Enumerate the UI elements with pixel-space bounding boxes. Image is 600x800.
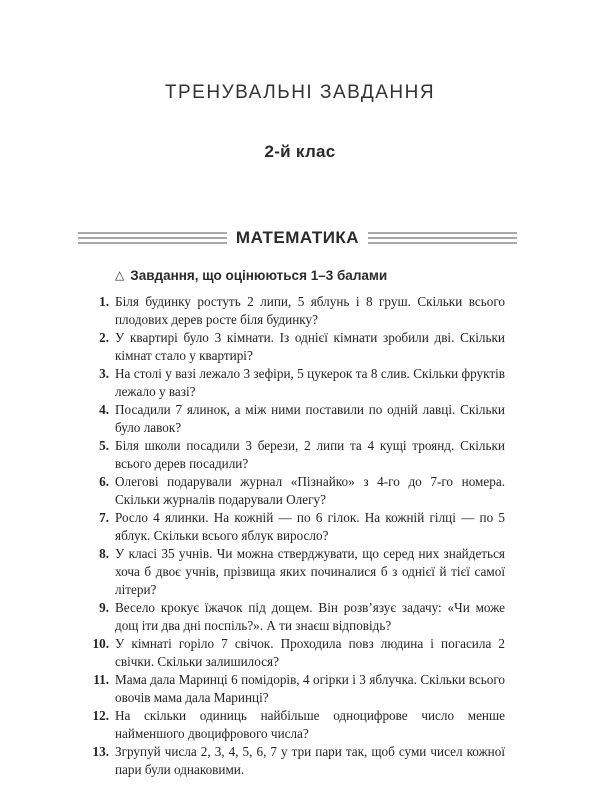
task-number: 8.: [99, 546, 109, 561]
task-item: [88, 545, 505, 599]
task-number: 11.: [93, 672, 109, 687]
task-number: 9.: [99, 600, 109, 615]
section-header: [78, 228, 517, 248]
task-number: 7.: [99, 510, 109, 525]
task-number: 5.: [99, 438, 109, 453]
task-number: 13.: [92, 744, 109, 759]
task-text: Олегові подарували журнал «Пізнайко» з 4-го до 7-го номера. Скільки журналів подарували Олегу?: [115, 474, 505, 507]
task-text: У класі 35 учнів. Чи можна стверджувати, що серед них знайдеться хоча б двоє учнів, прізвища яких починалися б з однієї й тієї самої літери?: [115, 546, 505, 597]
task-text: У кімнаті горіло 7 свічок. Проходила повз людина і погасила 2 свічки. Скільки залишилося?: [115, 636, 505, 669]
task-text: Посадили 7 ялинок, а між ними поставили по одній лавці. Скільки було лавок?: [115, 402, 505, 435]
task-text: Росло 4 ялинки. На кожній — по 6 гілок. На кожній гілці — по 5 яблук. Скільки всього яблук виросло?: [115, 510, 505, 543]
task-text: У квартирі було 3 кімнати. Із однієї кімнати зробили дві. Скільки кімнат стало у квартирі?: [115, 330, 505, 363]
triangle-icon: △: [115, 268, 125, 282]
task-text: Біля школи посадили 3 берези, 2 липи та 4 кущі троянд. Скільки всього дерев посадили?: [115, 438, 505, 471]
task-text: Згрупуй числа 2, 3, 4, 5, 6, 7 у три пари так, щоб суми чисел кожної пари були однаковими.: [115, 744, 505, 777]
task-number: 4.: [99, 402, 109, 417]
task-item: [88, 437, 505, 473]
triple-rule-left: [78, 232, 227, 244]
task-item: [88, 365, 505, 401]
task-item: [88, 401, 505, 437]
task-item: [88, 671, 505, 707]
task-number: 10.: [92, 636, 109, 651]
task-text: На столі у вазі лежало 3 зефіри, 5 цукерок та 8 слив. Скільки фруктів лежало у вазі?: [115, 366, 505, 399]
task-number: 1.: [99, 294, 109, 309]
section-title: МАТЕМАТИКА: [235, 228, 360, 247]
task-number: 2.: [99, 330, 109, 345]
task-item: [88, 329, 505, 365]
task-item: [88, 293, 505, 329]
task-item: [88, 635, 505, 671]
task-number: 12.: [92, 708, 109, 723]
page-title: ТРЕНУВАЛЬНІ ЗАВДАННЯ: [164, 82, 436, 103]
task-item: [88, 509, 505, 545]
task-text: Весело крокує їжачок під дощем. Він розв’язує задачу: «Чи може дощ іти два дні поспіль?». А ти знаєш відповідь?: [115, 600, 505, 633]
task-item: [88, 473, 505, 509]
task-item: [88, 743, 505, 779]
task-item: [88, 599, 505, 635]
task-list: [88, 293, 505, 779]
task-text: На скільки одиниць найбільше одноцифрове число менше найменшого двоцифрового числа?: [115, 708, 505, 741]
task-text: Біля будинку ростуть 2 липи, 5 яблунь і 8 груш. Скільки всього плодових дерев росте біля будинку?: [115, 294, 505, 327]
tasks-group-header: [115, 268, 505, 283]
task-item: [88, 707, 505, 743]
task-number: 6.: [99, 474, 109, 489]
task-number: 3.: [99, 366, 109, 381]
triple-rule-right: [368, 232, 517, 244]
task-text: Мама дала Маринці 6 помідорів, 4 огірки і 3 яблучка. Скільки всього овочів мама дала Маринці?: [115, 672, 505, 705]
grade-subtitle: 2-й клас: [264, 142, 336, 161]
tasks-group-title: Завдання, що оцінюються 1–3 балами: [130, 268, 388, 283]
